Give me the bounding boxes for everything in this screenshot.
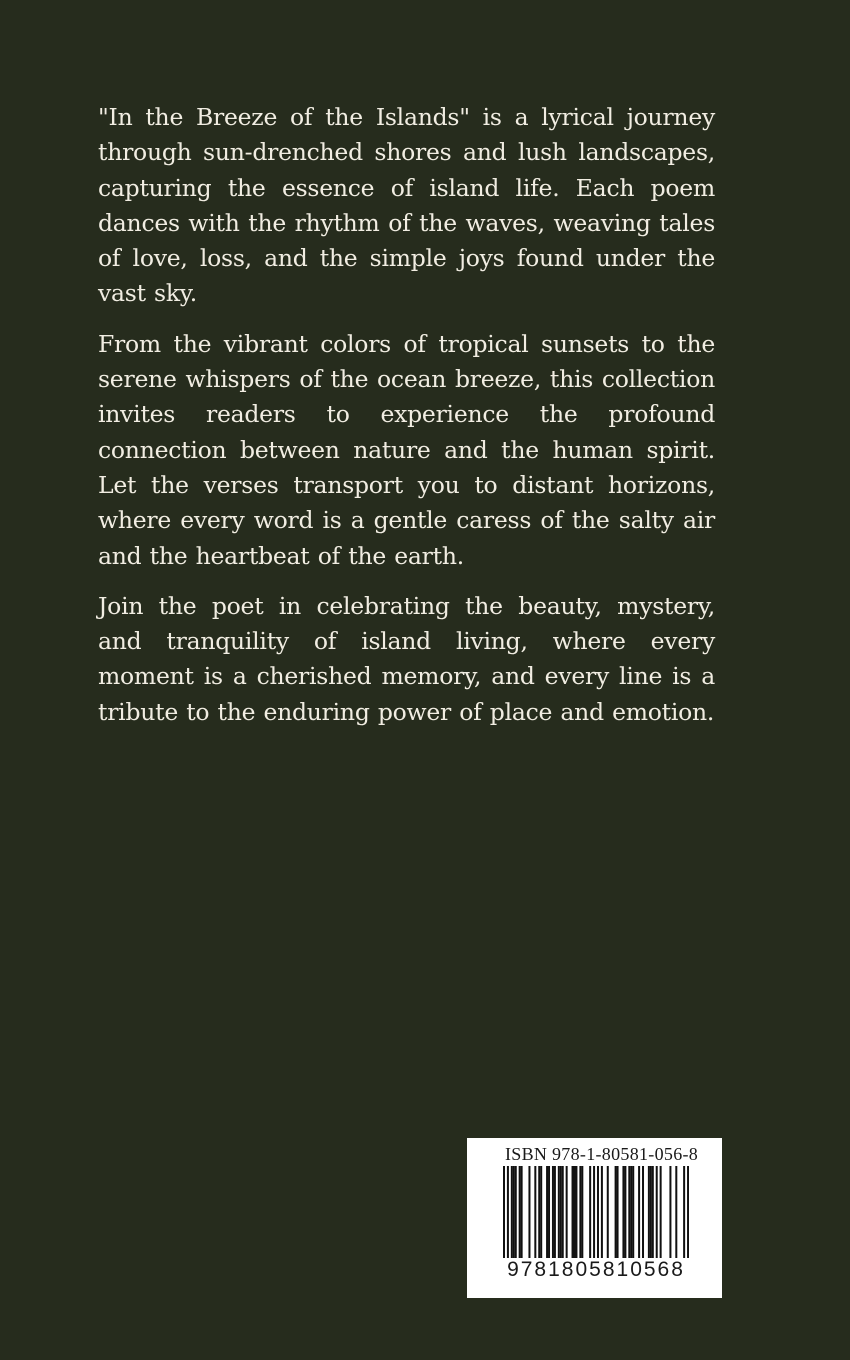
barcode-bar [638, 1166, 640, 1259]
barcode-bar [617, 1166, 619, 1259]
barcode-bar [540, 1166, 542, 1259]
barcode-bar [513, 1166, 515, 1259]
barcode-bar [546, 1166, 548, 1259]
barcode-bar [622, 1166, 624, 1259]
barcode-bar [534, 1166, 536, 1259]
barcode-bars [503, 1166, 689, 1271]
barcode-bar [548, 1166, 550, 1259]
barcode-bar [601, 1166, 603, 1259]
barcode-bar [558, 1166, 560, 1259]
blurb-paragraph-2: From the vibrant colors of tropical sunsets to the serene whispers of the ocean breeze, this collection invites readers to experience the profound connection between nature and the human spirit. Let the verses transport you to distant horizons, where every word is a gentle caress of the salty air and the heartbeat of the earth. [98, 329, 715, 570]
barcode-bar [566, 1166, 568, 1259]
barcode-bar [573, 1166, 575, 1259]
barcode-bar [683, 1166, 685, 1271]
barcode-bar [687, 1166, 689, 1271]
barcode-bar [648, 1166, 650, 1259]
barcode-bar [589, 1166, 591, 1259]
barcode-bar [519, 1166, 521, 1259]
barcode-bar [607, 1166, 609, 1259]
blurb-paragraph-1: "In the Breeze of the Islands" is a lyrical journey through sun-drenched shores and lush landscapes, capturing the essence of island life. Each poem dances with the rhythm of the waves, weaving tales of love, loss, and the simple joys found under the vast sky. [98, 103, 715, 308]
barcode-bar [669, 1166, 671, 1259]
isbn-label: ISBN 978-1-80581-056-8 [505, 1144, 699, 1164]
barcode-bar [597, 1166, 599, 1271]
barcode-bar [579, 1166, 581, 1259]
barcode-bar [560, 1166, 562, 1259]
barcode-digits: 9781805810568 [503, 1258, 689, 1282]
barcode-bar [660, 1166, 662, 1259]
barcode-bar [507, 1166, 509, 1271]
barcode-bar [593, 1166, 595, 1271]
barcode-bar [656, 1166, 658, 1259]
barcode-bar [624, 1166, 626, 1259]
barcode-bar [575, 1166, 577, 1259]
barcode-bar [652, 1166, 654, 1259]
isbn-barcode-box [467, 1138, 722, 1298]
barcode-bar [675, 1166, 677, 1259]
barcode-bar [515, 1166, 517, 1259]
barcode-bar [552, 1166, 554, 1259]
barcode-bar [628, 1166, 630, 1259]
barcode-bar [572, 1166, 574, 1259]
blurb [98, 100, 715, 745]
blurb-paragraph-3: Join the poet in celebrating the beauty, mystery, and tranquility of island living, where every moment is a cherished memory, and every line is a tribute to the enduring power of place and emotion. [98, 591, 715, 726]
barcode-bar [632, 1166, 634, 1259]
barcode-bar [650, 1166, 652, 1259]
barcode-bar [562, 1166, 564, 1259]
barcode-bar [554, 1166, 556, 1259]
barcode-bar [538, 1166, 540, 1259]
barcode-bar [521, 1166, 523, 1259]
barcode-bar [511, 1166, 513, 1259]
barcode-bar [581, 1166, 583, 1259]
barcode-bar [503, 1166, 505, 1271]
barcode-bar [642, 1166, 644, 1259]
barcode-bar [528, 1166, 530, 1259]
barcode-bar [630, 1166, 632, 1259]
barcode-bar [615, 1166, 617, 1259]
